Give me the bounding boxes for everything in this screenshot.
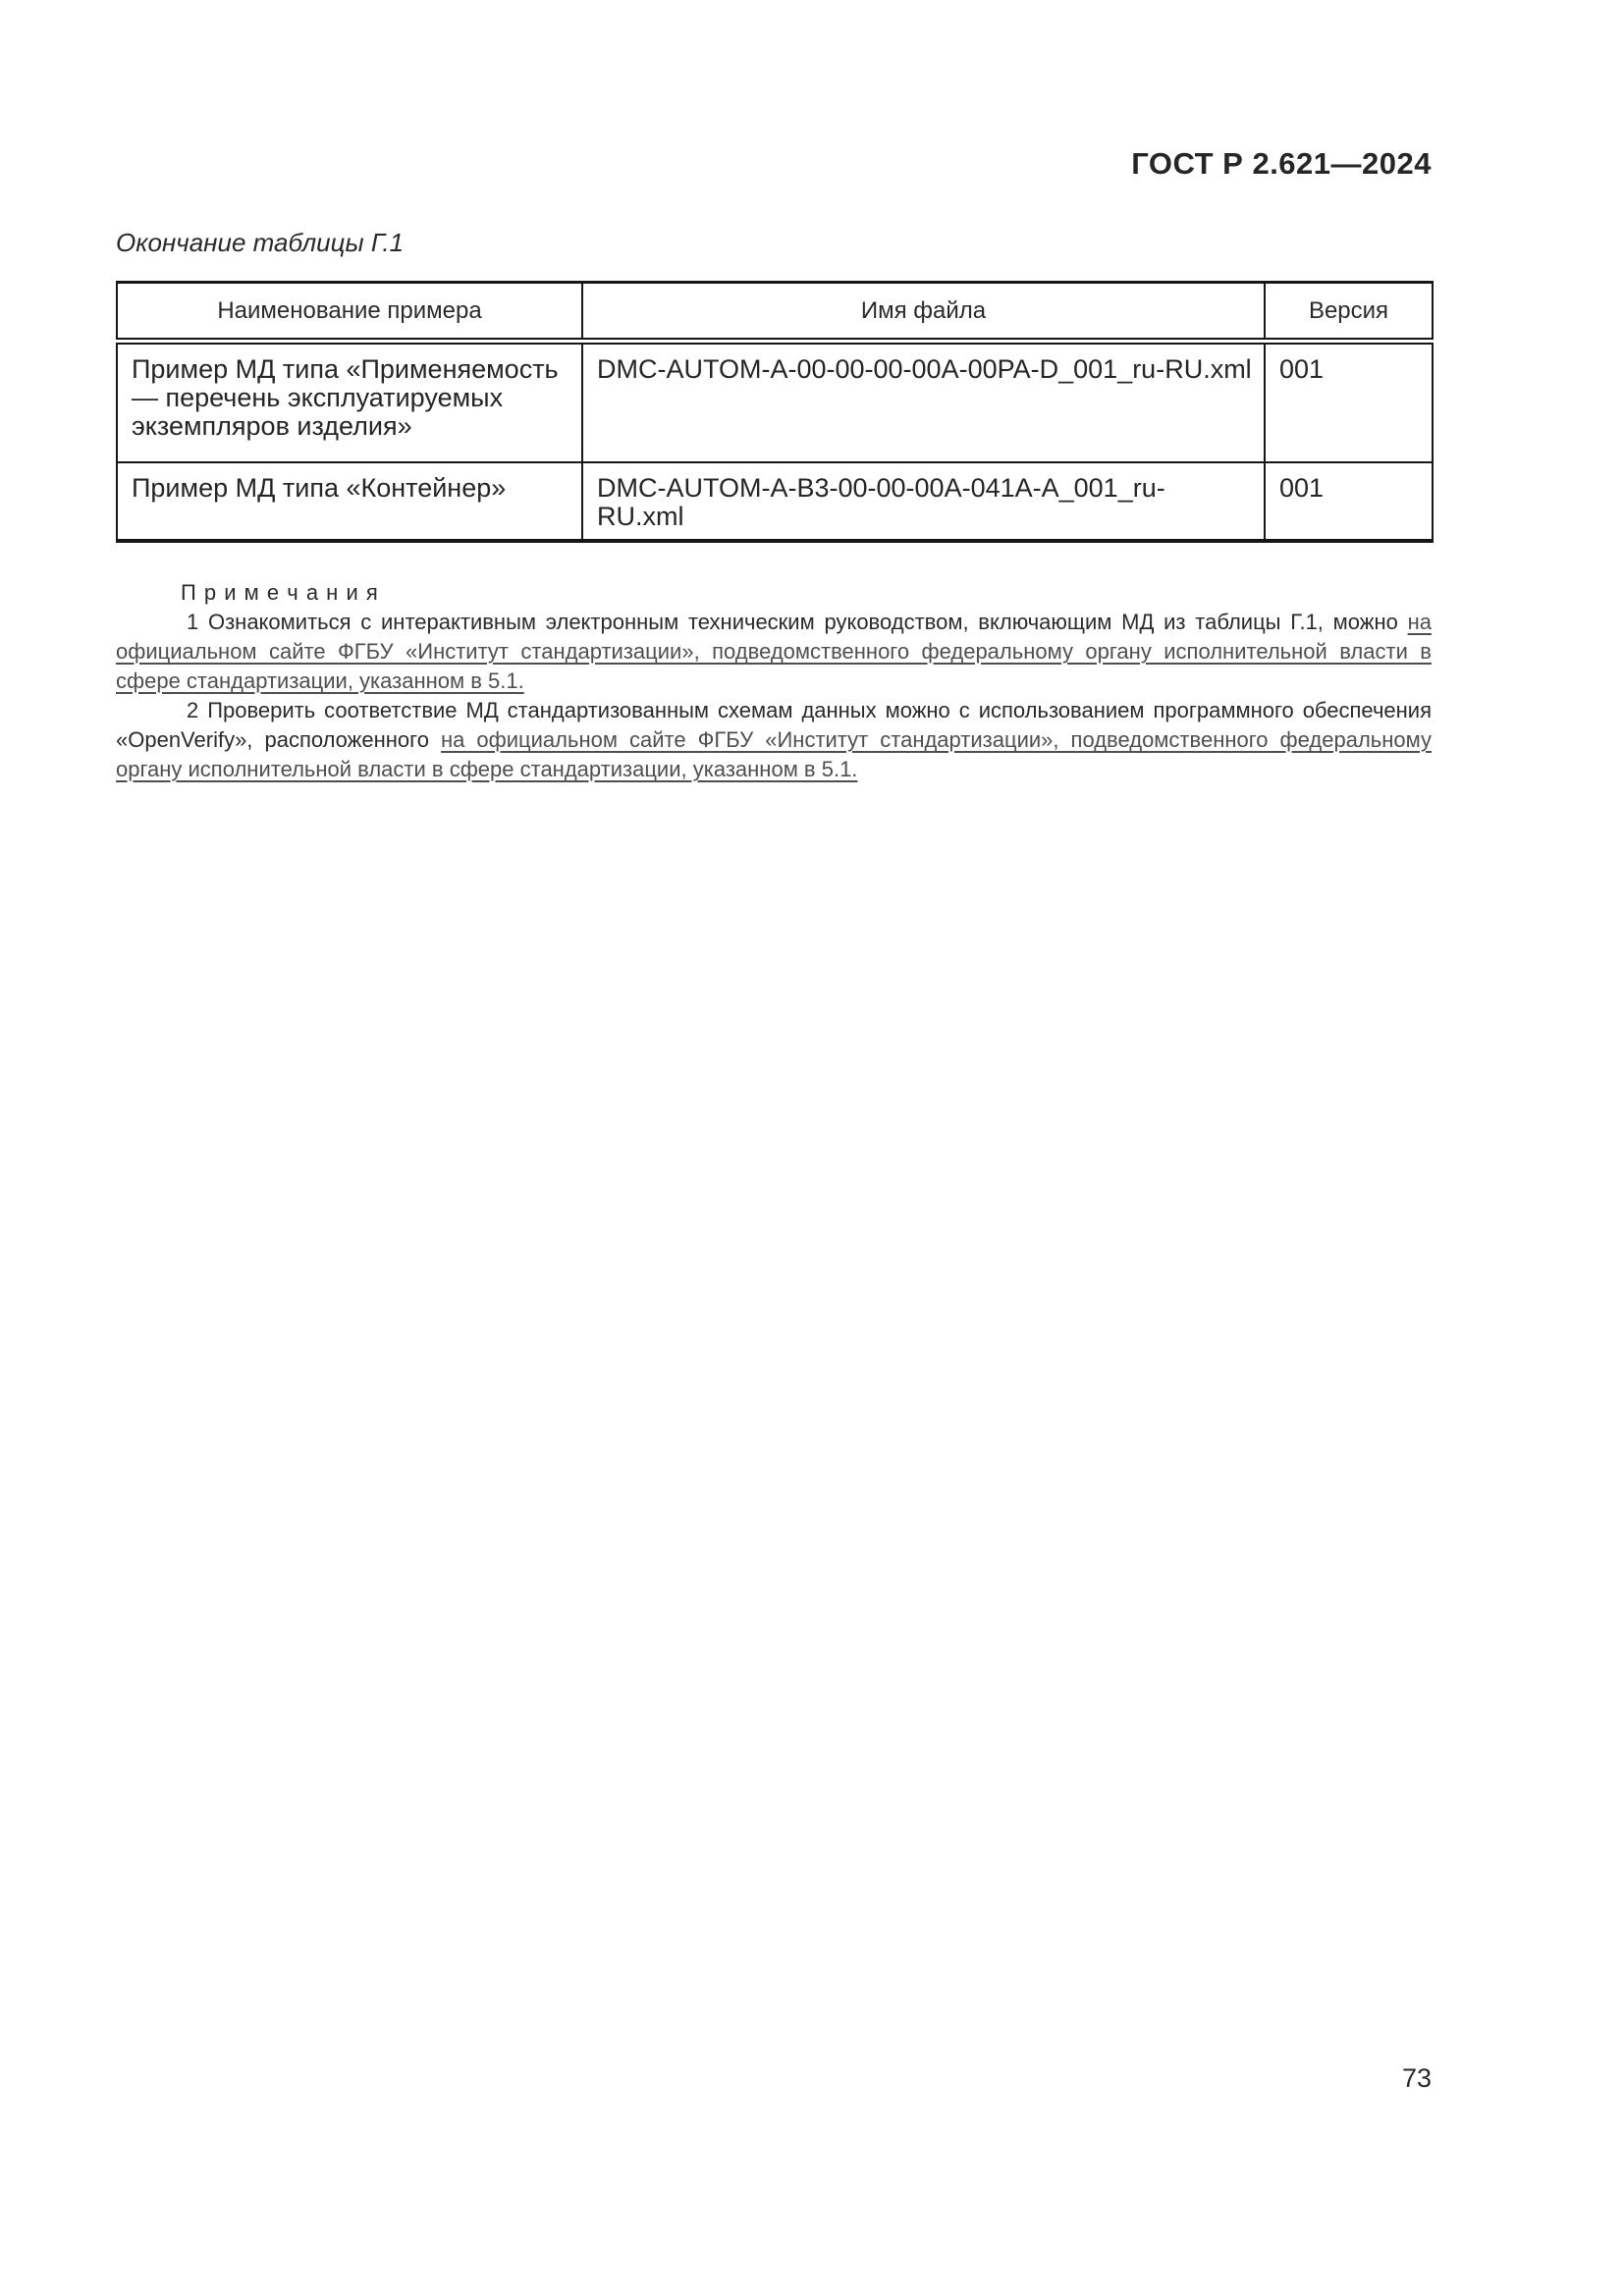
table-caption: Окончание таблицы Г.1 <box>116 228 405 257</box>
notes-section <box>116 578 1432 784</box>
note-text: 2 Проверить соответствие МД стандартизованным схемам данных можно с использованием программного обеспечения «OpenVerify», расположенного <box>116 698 1432 752</box>
column-header-0: Наименование примера <box>117 283 582 342</box>
cell-version: 001 <box>1265 462 1433 541</box>
note-text: 1 Ознакомиться с интерактивным электронным техническим руководством, включающим МД из таблицы Г.1, можно <box>187 610 1408 634</box>
cell-file-name: DMC-AUTOM-A-00-00-00-00A-00PA-D_001_ru-RU.xml <box>582 342 1265 462</box>
cell-file-name: DMC-AUTOM-A-B3-00-00-00A-041A-A_001_ru-RU.xml <box>582 462 1265 541</box>
table-row <box>117 342 1433 462</box>
table-header-row <box>117 283 1433 342</box>
examples-table <box>116 281 1434 543</box>
notes-heading: П р и м е ч а н и я <box>181 580 379 605</box>
note-paragraph <box>116 608 1432 696</box>
note-paragraph <box>116 696 1432 784</box>
column-header-1: Имя файла <box>582 283 1265 342</box>
cell-version: 001 <box>1265 342 1433 462</box>
table-row <box>117 462 1433 541</box>
cell-example-name: Пример МД типа «Применяемость — перечень эксплуатируемых экземпляров изделия» <box>117 342 582 462</box>
notes-list <box>116 608 1432 784</box>
doc-code-header: ГОСТ Р 2.621—2024 <box>1131 146 1432 181</box>
column-header-2: Версия <box>1265 283 1433 342</box>
standards-site-link[interactable]: на официальном сайте ФГБУ «Институт стандартизации», подведомственного федеральному органу исполнительной власти в сфере стандартизации, указанном в 5.1. <box>116 610 1432 693</box>
cell-example-name: Пример МД типа «Контейнер» <box>117 462 582 541</box>
standards-site-link[interactable]: на официальном сайте ФГБУ «Институт стандартизации», подведомственного федеральному органу исполнительной власти в сфере стандартизации, указанном в 5.1. <box>116 727 1432 781</box>
page-number: 73 <box>1401 2063 1432 2093</box>
